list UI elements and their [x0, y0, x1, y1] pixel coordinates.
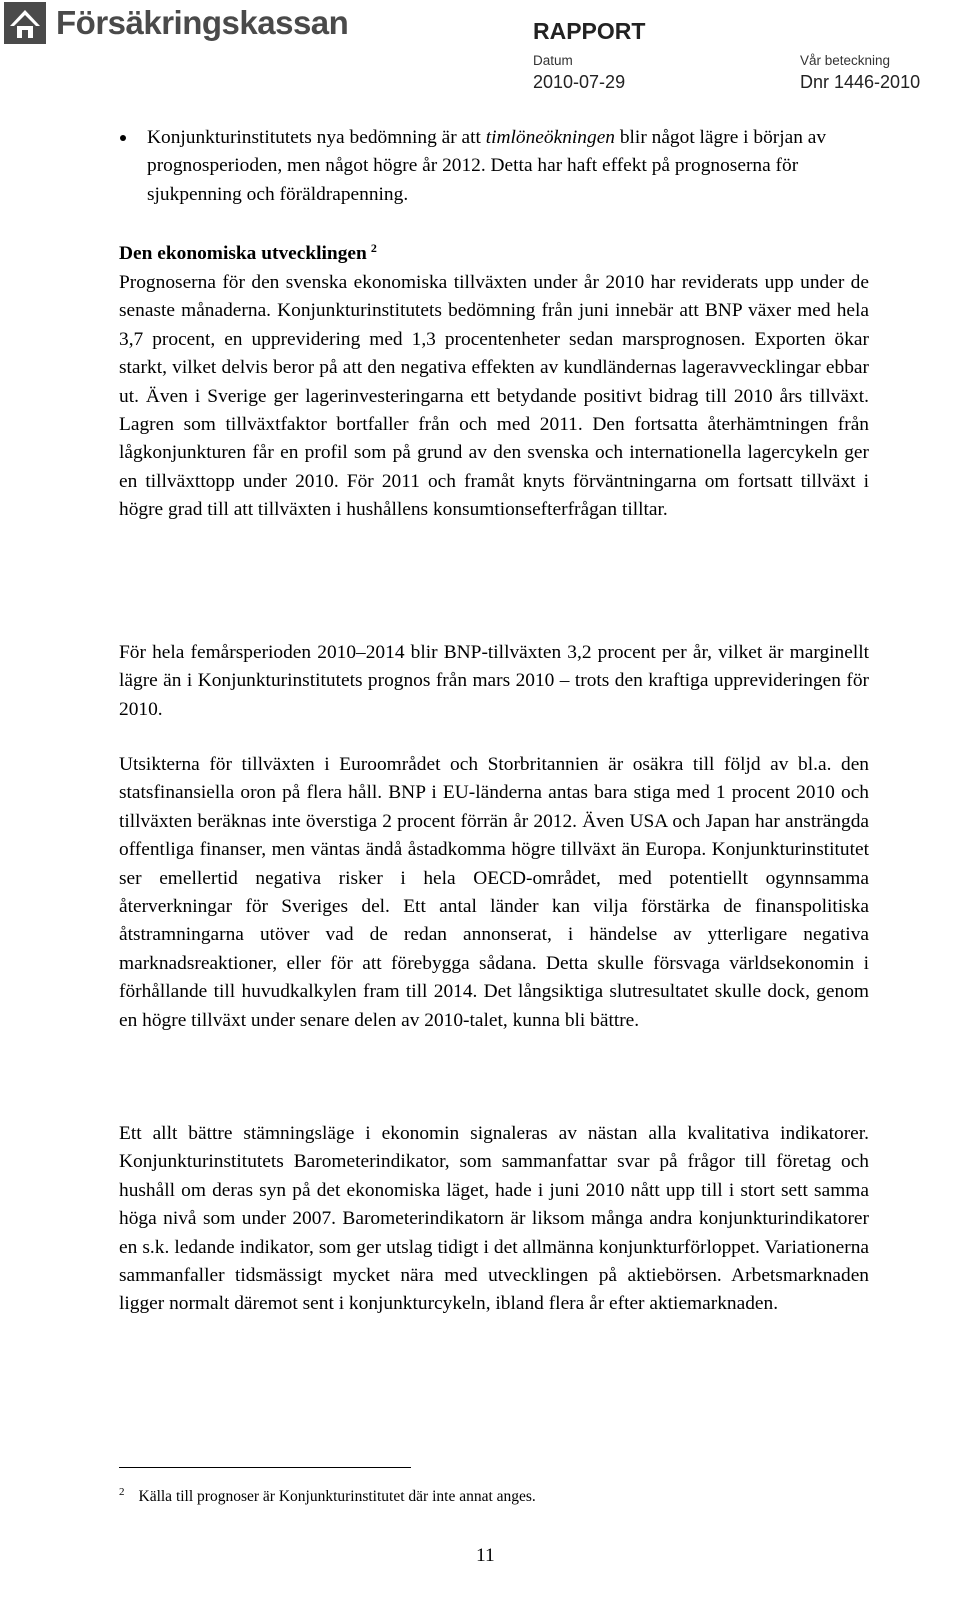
- footnote: [119, 1487, 536, 1507]
- page-number: 11: [476, 1545, 495, 1566]
- logo-text: Försäkringskassan: [56, 4, 349, 41]
- footnote-reference: 2: [370, 240, 377, 255]
- paragraph-five-year-period: För hela femårsperioden 2010–2014 blir BNP-tillväxten 3,2 procent per år, vilket är marginellt lägre än i Konjunkturinstitutets prognos från mars 2010 – trots den kraftiga upprevideringen för 2010.: [119, 642, 869, 720]
- reference-label: Vår beteckning: [800, 53, 891, 68]
- bullet-item: [119, 124, 869, 209]
- paragraph-barometer-indicator: Ett allt bättre stämningsläge i ekonomin signaleras av nästan alla kvalitativa indikatorer. Konjunkturinstitutets Barometerindikator, som sammanfattar svar på frågor till företag och hushåll om deras syn på det ekonomiska läget, hade i juni 2010 nått upp till i stort sett samma höga nivå som under 2007. Barometerindikatorn är liksom många andra konjunkturindikatorer en s.k. ledande indikator, som ger utslag tidigt i det allmänna konjunkturförloppet. Variationerna sammanfaller tidsmässigt mycket nära med utvecklingen på aktiebörsen. Arbetsmarknaden ligger normalt däremot sent i konjunkturcykeln, ibland flera år efter aktiemarknaden.: [119, 1123, 869, 1315]
- house-logo-icon: [4, 2, 46, 44]
- logo: [4, 2, 348, 44]
- section-heading-text: Den ekonomiska utvecklingen: [119, 243, 367, 264]
- bullet-text-end: blir något lägre i början av prognosperioden, men något högre år 2012. Detta har haft effekt på prognoserna för sjukpenning och föräldrapenning.: [147, 127, 827, 205]
- reference-value: Dnr 1446-2010: [800, 72, 921, 92]
- report-type: RAPPORT: [533, 18, 646, 44]
- bullet-text-start: Konjunkturinstitutets nya bedömning är att: [147, 127, 486, 148]
- paragraph-economic-growth: Prognoserna för den svenska ekonomiska tillväxten under år 2010 har reviderats upp under de senaste månaderna. Konjunkturinstitutets bedömning från juni innebär att BNP växer med hela 3,7 procent, en upprevidering med 1,3 procentenheter sedan marsprognosen. Exporten ökar starkt, vilket delvis beror på att den negativa effekten av kundländernas lageravvecklingar ebbar ut. Även i Sverige ger lagerinvesteringarna ett betydande positivt bidrag till 2010 års tillväxt. Lagren som tillväxtfaktor bortfaller från och med 2011. Den fortsatta återhämtningen från lågkonjunkturen får en profil som på grund av den svenska och internationella lagercykeln ger en tillväxttopp under 2010. För 2011 och framåt knyts förväntningarna om fortsatt tillväxt i högre grad till att tillväxten i hushållens konsumtionsefterfrågan tilltar.: [119, 272, 869, 521]
- footnote-text: Källa till prognoser är Konjunkturinstitutet där inte annat anges.: [138, 1488, 536, 1505]
- bullet-list: [119, 124, 869, 209]
- footnote-number: 2: [119, 1485, 125, 1498]
- paragraph-euro-outlook: Utsikterna för tillväxten i Euroområdet och Storbritannien är osäkra till följd av bl.a. den statsfinansiella oron på flera håll. BNP i EU-länderna antas bara stiga med 1 procent 2010 och tillväxten beräknas inte överstiga 2 procent förrän år 2012. Även USA och Japan har ansträngda offentliga finanser, men väntas ändå åstadkomma högre tillväxt än Europa. Konjunkturinstitutet ser emellertid negativa risker i hela OECD-området, med potentiellt ogynnsamma återverkningar för Sveriges del. Ett antal länder kan vilja förstärka de finanspolitiska åtstramningarna utöver vad de redan annonserat, i händelse av ytterligare negativa marknadsreaktioner, eller för att förebygga sådana. Detta skulle försvaga världsekonomin i förhållande till huvudkalkylen fram till 2014. Det långsiktiga slutresultatet skulle dock, genom en högre tillväxt under senare delen av 2010-talet, kunna bli bättre.: [119, 754, 869, 1031]
- section-heading: [119, 240, 377, 268]
- bullet-emphasis: timlöneökningen: [485, 127, 615, 148]
- footnote-separator: [119, 1467, 411, 1468]
- date-value: 2010-07-29: [533, 72, 626, 92]
- date-label: Datum: [533, 53, 573, 68]
